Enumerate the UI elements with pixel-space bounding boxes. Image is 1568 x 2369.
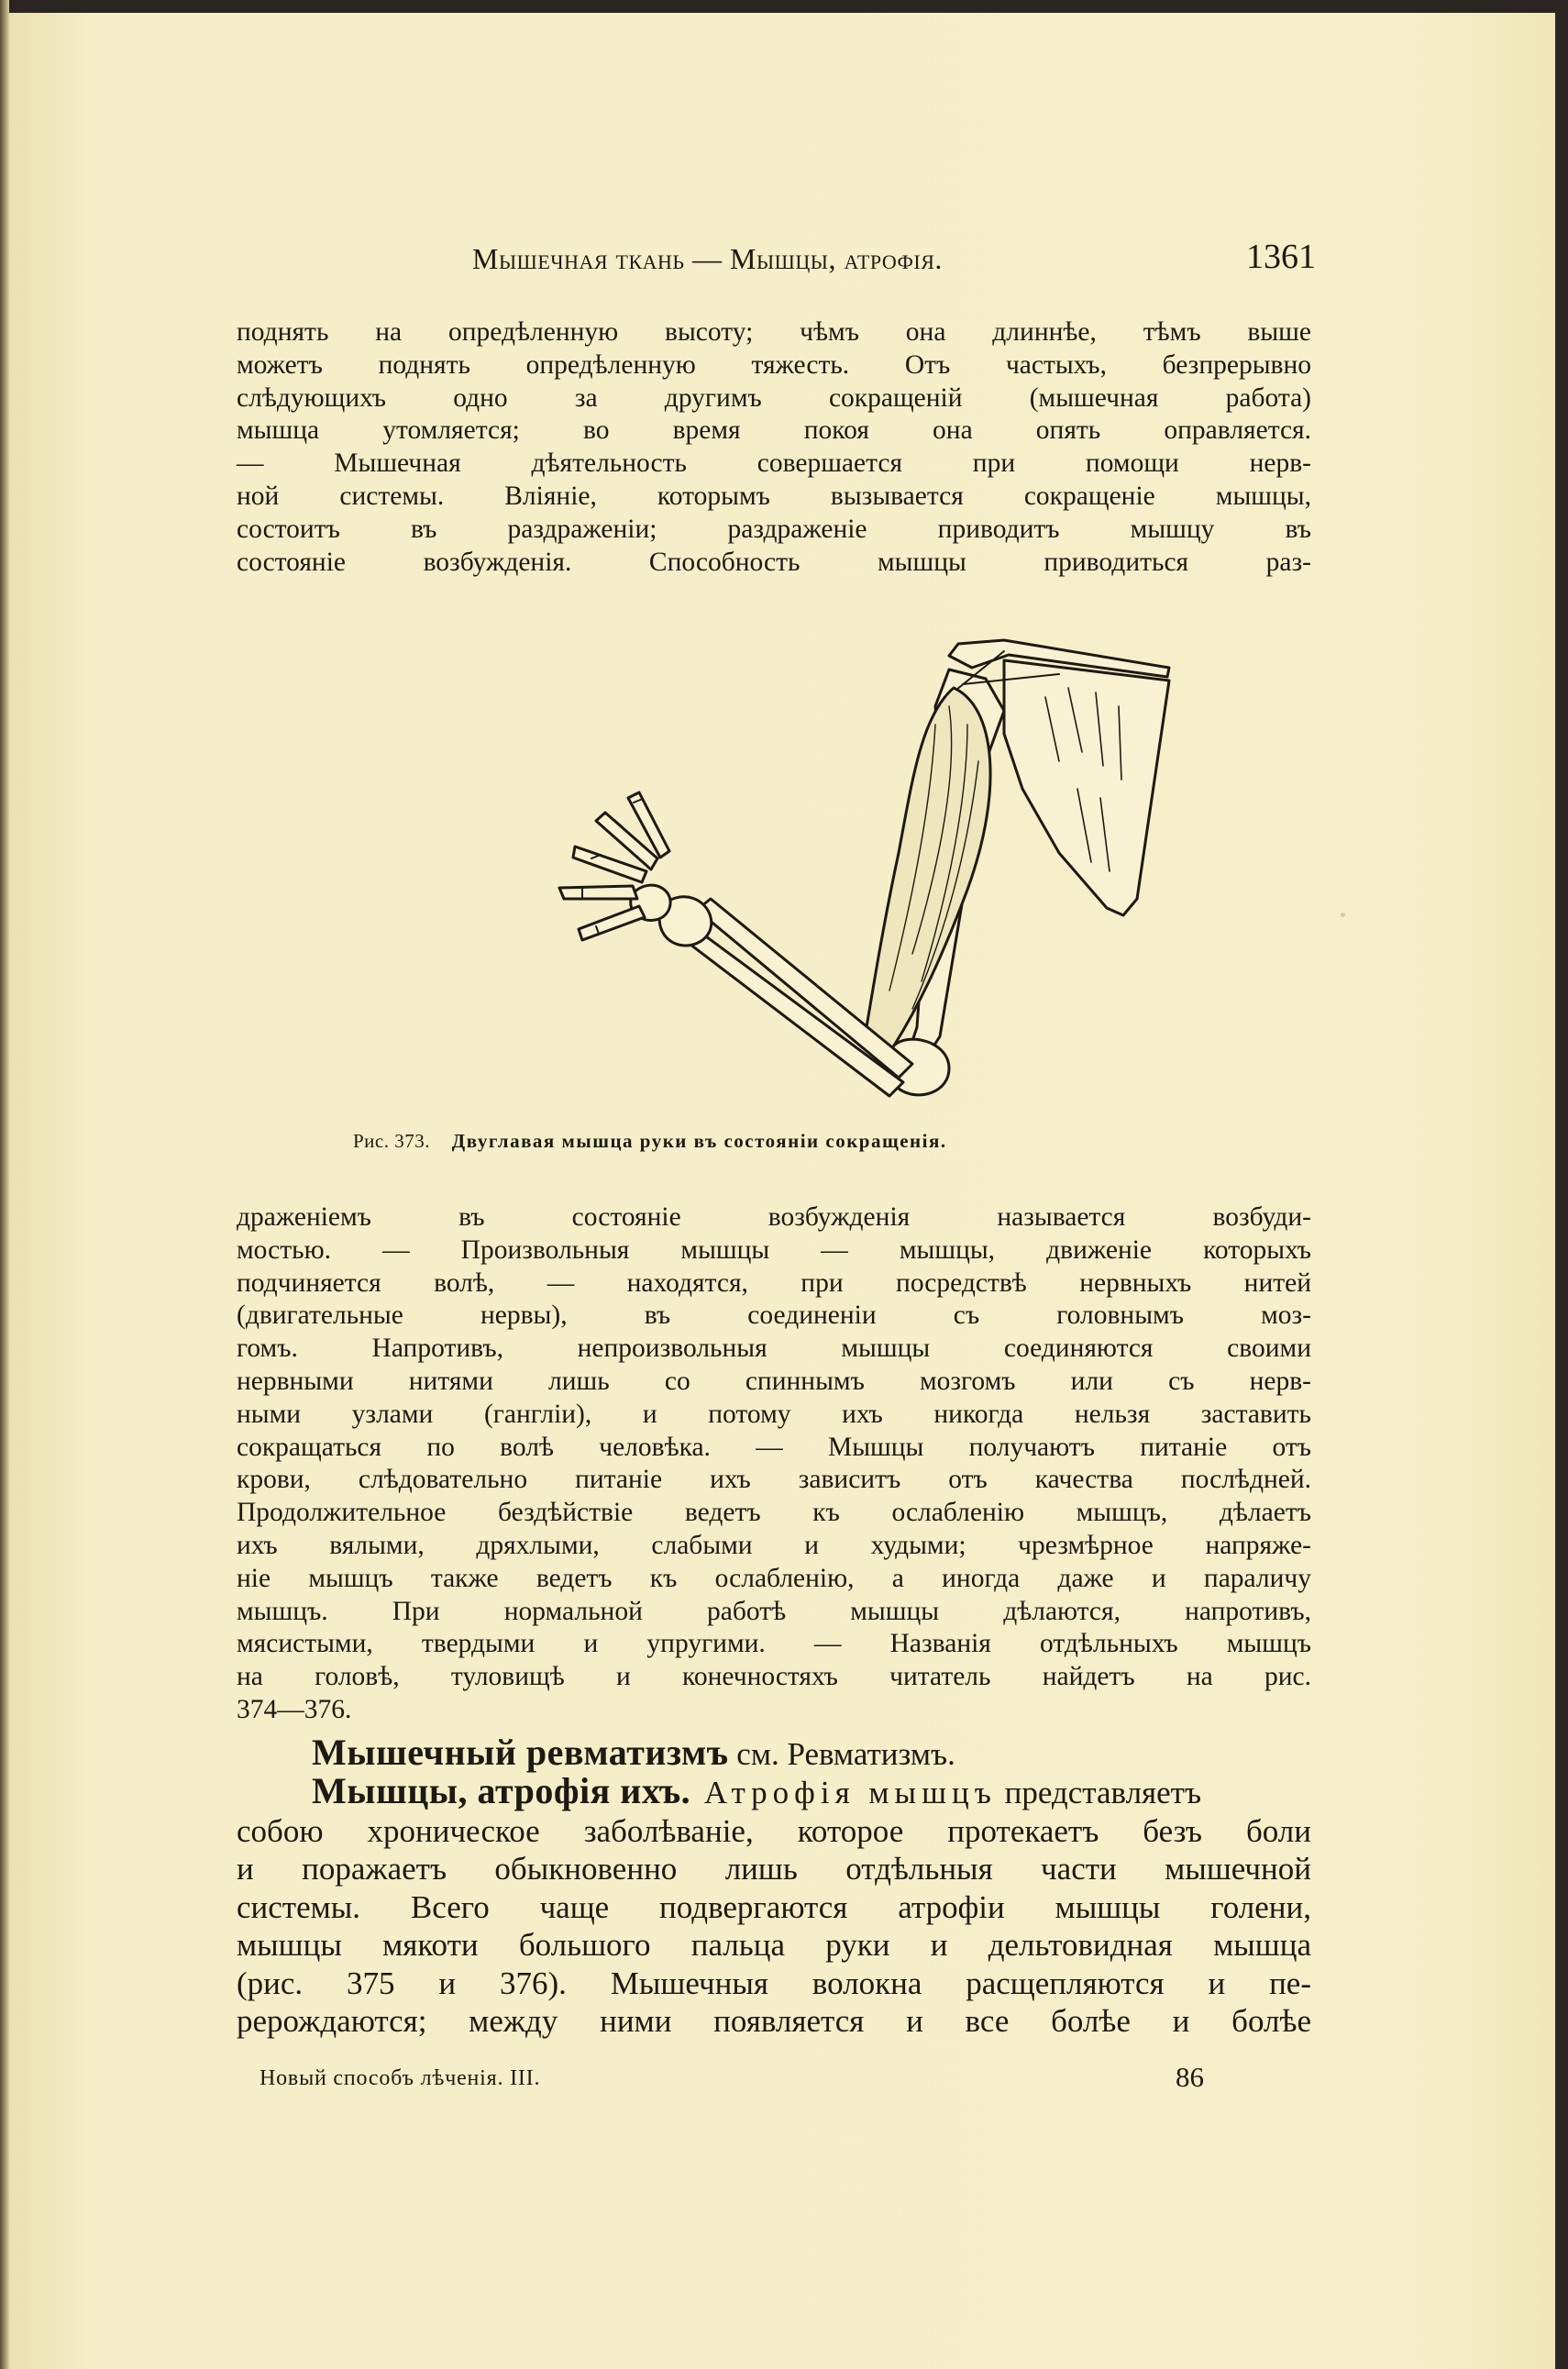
text-line: ными узлами (гангліи), и потому ихъ никогда нельзя заставить <box>237 1399 1311 1429</box>
figure-label: Рис. 373. <box>353 1130 430 1152</box>
paragraph-bottom <box>237 1201 1311 1727</box>
text-line: мышцы мякоти большого пальца руки и дельтовидная мышца <box>237 1927 1311 1963</box>
signature-mark: 86 <box>1176 2061 1204 2093</box>
text-line: (рис. 375 и 376). Мышечныя волокна расщепляются и пе- <box>237 1965 1311 2001</box>
text-line: мясистыми, твердыми и упругими. — Названія отдѣльныхъ мышцъ <box>237 1629 1311 1659</box>
text-line: состояніе возбужденія. Способность мышцы приводиться раз- <box>237 547 1311 577</box>
text-line: ихъ вялыми, дряхлыми, слабыми и худыми; чрезмѣрное напряже- <box>237 1530 1311 1560</box>
figure-caption-text: Двуглавая мышца руки въ состояніи сокращенія. <box>451 1130 947 1152</box>
text-line: системы. Всего чаще подвергаются атрофіи мышцы голени, <box>237 1888 1311 1925</box>
running-title: Мышечная ткань — Мышцы, атрофія. <box>472 242 943 275</box>
text-line: слѣдующихъ одно за другимъ сокращеній (мышечная работа) <box>237 382 1311 413</box>
text-line: нервными нитями лишь со спиннымъ мозгомъ или съ нерв- <box>237 1366 1311 1396</box>
arm-muscle-illustration <box>362 624 1206 1119</box>
text-line: мышца утомляется; во время покоя она опять оправляется. <box>237 415 1311 446</box>
text-line: собою хроническое заболѣваніе, которое протекаетъ безъ боли <box>237 1812 1311 1849</box>
text-line: можетъ поднять опредѣленную тяжесть. Отъ частыхъ, безпрерывно <box>237 349 1311 380</box>
entry-line <box>237 1772 1311 1812</box>
entry-heading: Мышцы, атрофія ихъ. <box>312 1770 691 1811</box>
entry-lead-spaced: Атрофія мышцъ <box>690 1775 997 1810</box>
running-head <box>472 237 1325 282</box>
text-line: гомъ. Напротивъ, непроизвольныя мышцы соединяются своими <box>237 1334 1311 1364</box>
biceps-arm-drawing <box>362 624 1206 1119</box>
footer-title: Новый способъ лѣченія. III. <box>259 2066 541 2090</box>
text-line: поднять на опредѣленную высоту; чѣмъ она длиннѣе, тѣмъ выше <box>237 317 1311 347</box>
text-line: мышцъ. При нормальной работѣ мышцы дѣлаются, напротивъ, <box>237 1596 1311 1626</box>
text-line: состоитъ въ раздраженіи; раздраженіе приводитъ мышцу въ <box>237 514 1311 544</box>
scan-edge-right <box>1555 0 1568 2369</box>
entry-text: см. Ревматизмъ. <box>728 1736 955 1772</box>
paragraph-top <box>237 316 1311 579</box>
entry-lead-text: представляетъ <box>996 1775 1202 1810</box>
text-line: 374—376. <box>237 1694 352 1724</box>
text-line: драженіемъ въ состояніе возбужденія называется возбуди- <box>237 1202 1311 1232</box>
page-number: 1361 <box>1246 238 1316 276</box>
entry-rheumatism <box>237 1733 1311 1774</box>
text-line: Продолжительное бездѣйствіе ведетъ къ ослабленію мышцъ, дѣлаетъ <box>237 1498 1311 1528</box>
page-footer <box>259 2061 1204 2103</box>
entry-atrophy <box>237 1772 1311 2041</box>
text-line: (двигательные нервы), въ соединеніи съ головнымъ моз- <box>237 1301 1311 1331</box>
text-line: ніе мышцъ также ведетъ къ ослабленію, а иногда даже и параличу <box>237 1563 1311 1593</box>
paper-speck <box>1341 913 1345 917</box>
scan-edge-top <box>0 0 1568 13</box>
text-line: подчиняется волѣ, — находятся, при посредствѣ нервныхъ нитей <box>237 1268 1311 1298</box>
text-line: сокращаться по волѣ человѣка. — Мышцы получаютъ питаніе отъ <box>237 1432 1311 1462</box>
text-line: — Мышечная дѣятельность совершается при помощи нерв- <box>237 448 1311 479</box>
entry-heading: Мышечный ревматизмъ <box>312 1732 729 1773</box>
figure-caption <box>353 1130 1316 1153</box>
scan-edge-left <box>0 0 9 2369</box>
text-line: и поражаетъ обыкновенно лишь отдѣльныя части мышечной <box>237 1851 1311 1887</box>
text-line: рерождаются; между ними появляется и все болѣе и болѣе <box>237 2003 1311 2039</box>
text-line: ной системы. Вліяніе, которымъ вызывается сокращеніе мышцы, <box>237 481 1311 511</box>
text-line: на головѣ, туловищѣ и конечностяхъ читатель найдетъ на рис. <box>237 1662 1311 1692</box>
text-line: мостью. — Произвольныя мышцы — мышцы, движеніе которыхъ <box>237 1234 1311 1265</box>
entry-line <box>237 1733 1311 1774</box>
text-line: крови, слѣдовательно питаніе ихъ зависитъ отъ качества послѣдней. <box>237 1465 1311 1495</box>
